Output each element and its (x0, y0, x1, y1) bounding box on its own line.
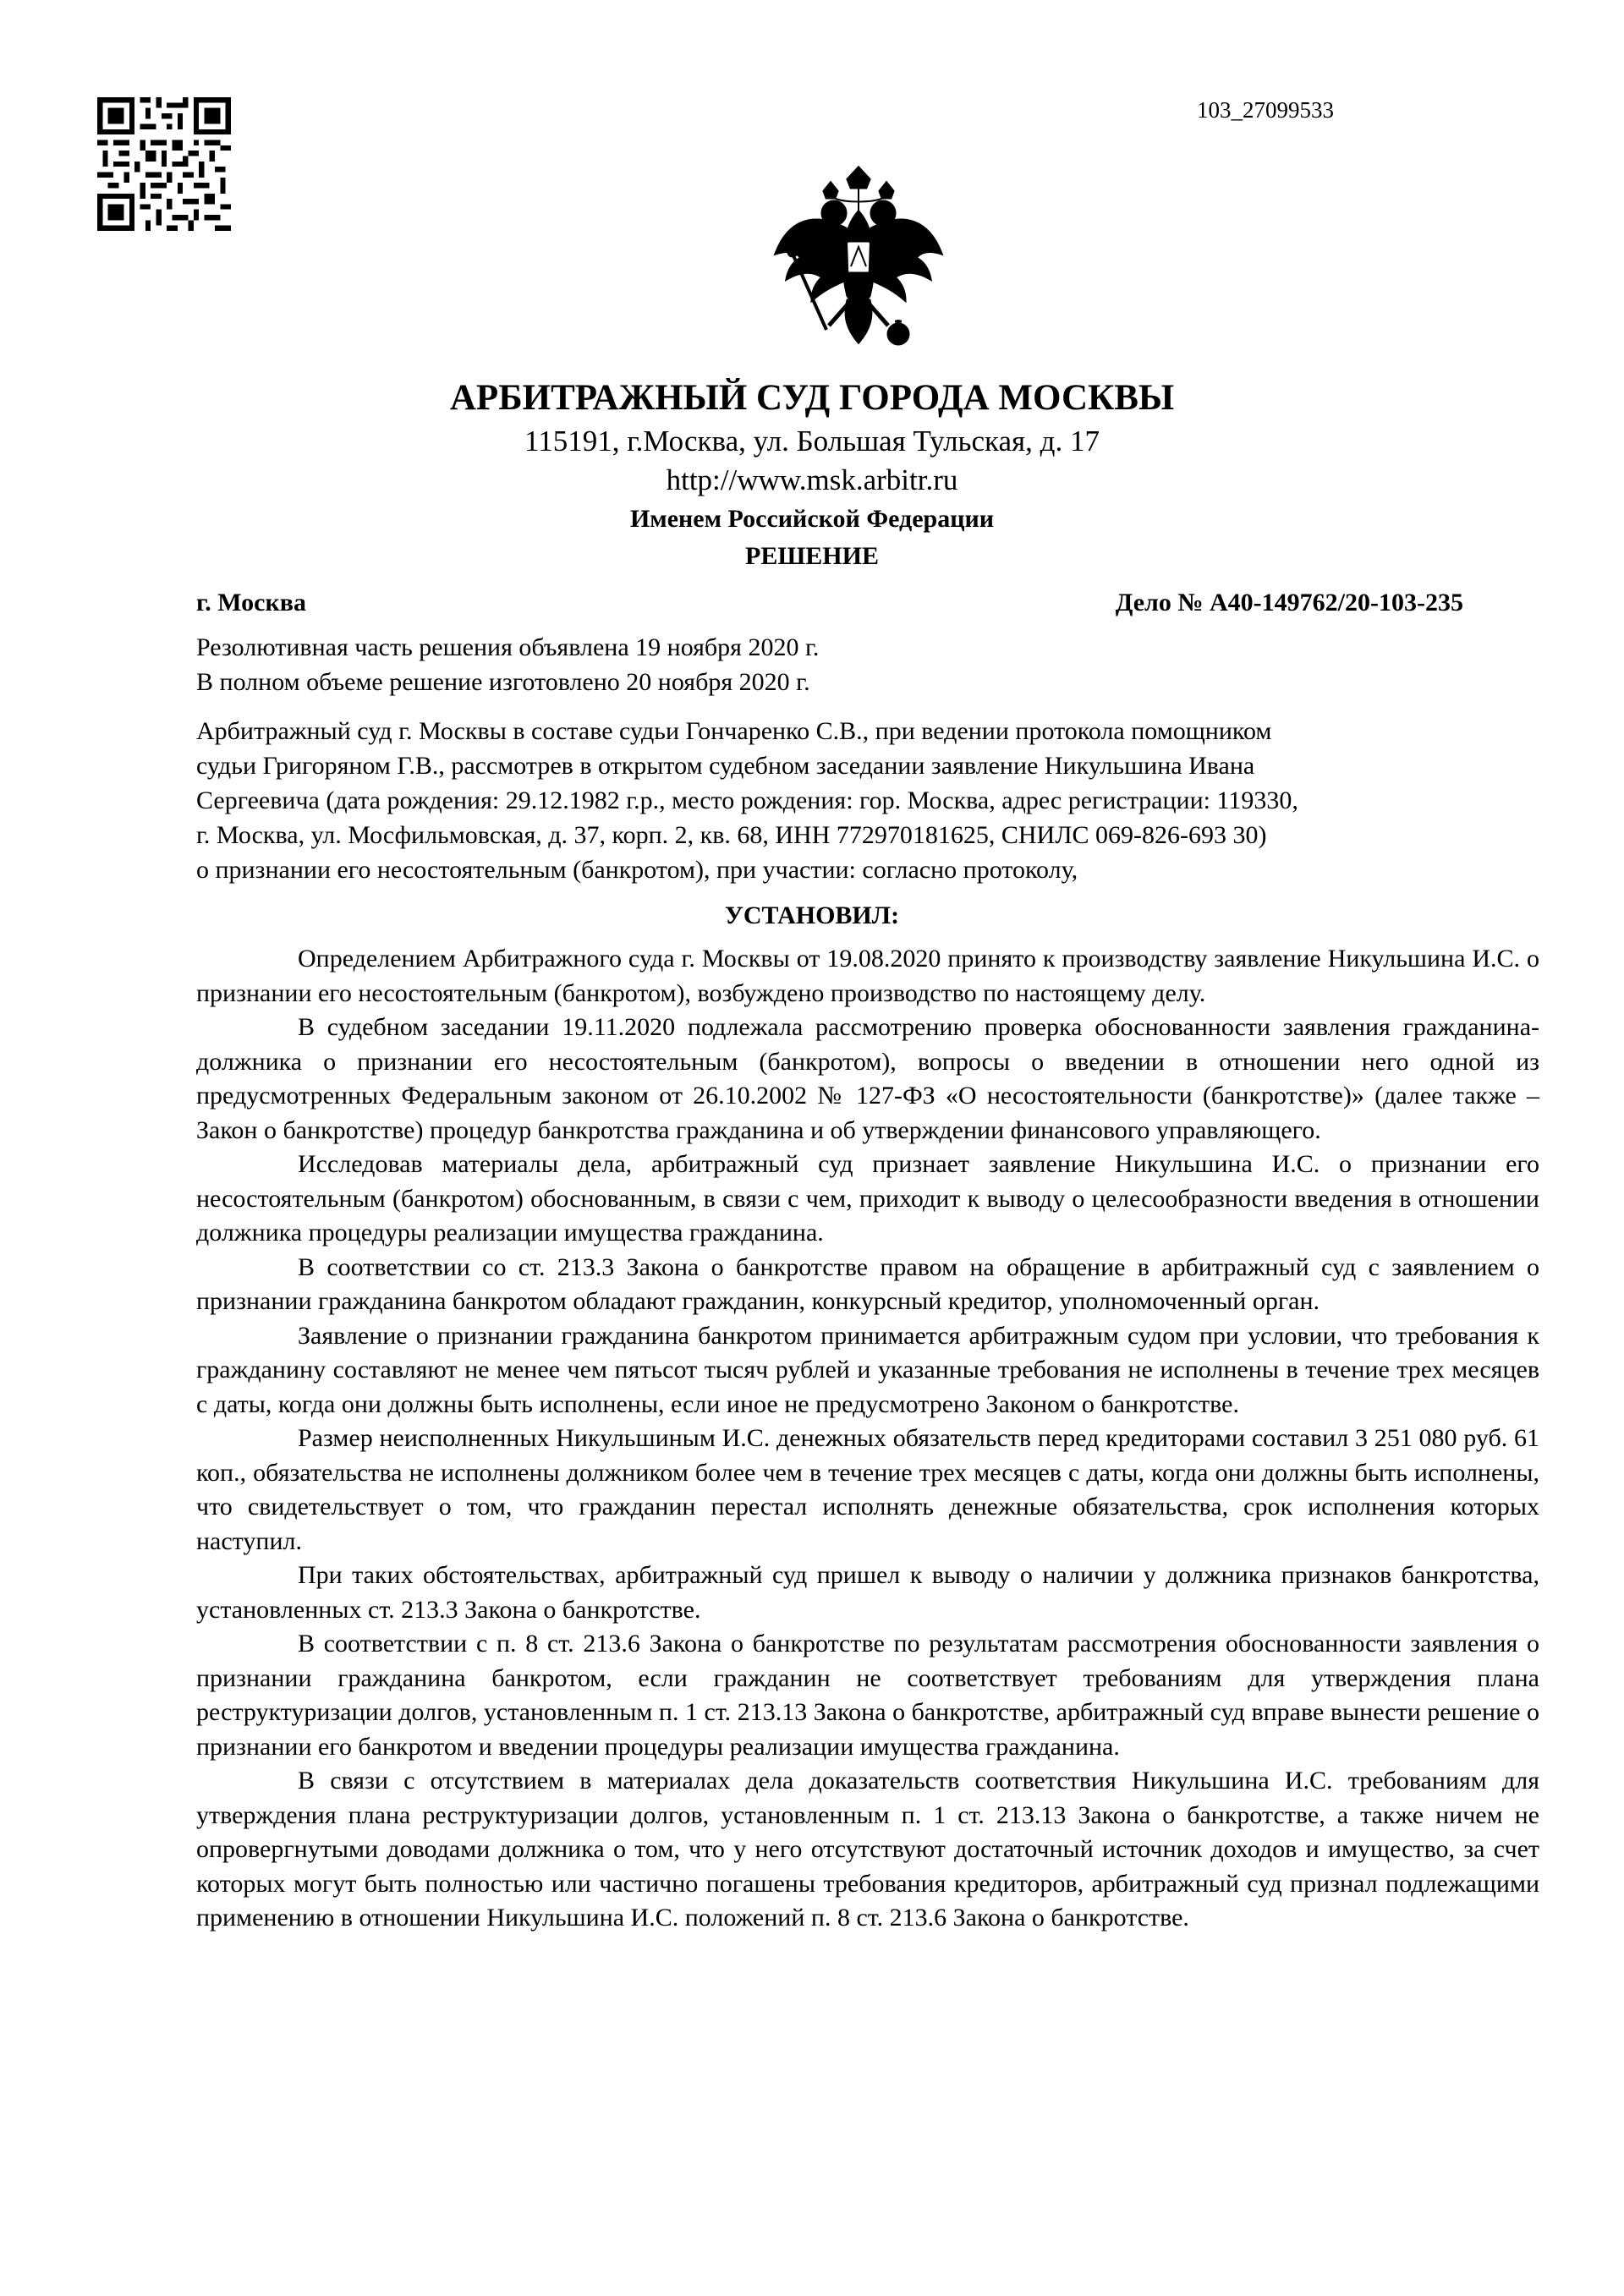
intro-block (196, 714, 1465, 887)
paragraph: В судебном заседании 19.11.2020 подлежала рассмотрению проверка обоснованности заявления гражданина-должника о признании его несостоятельным (банкротом), вопросы о введении в отношении него одной из предусмотренных Федеральным законом от 26.10.2002 № 127-ФЗ «О несостоятельности (банкротстве)» (далее также – Закон о банкротстве) процедур банкротства гражданина и об утверждении финансового управляющего. (196, 1013, 1539, 1144)
paragraph: Размер неисполненных Никульшиным И.С. денежных обязательств перед кредиторами составил 3 251 080 руб. 61 коп., обязательства не исполнены должником более чем в течение трех месяцев с даты, когда они должны быть исполнены, что свидетельствует о том, что гражданин перестал исполнять денежные обязательства, срок исполнения которых наступил. (196, 1424, 1539, 1555)
decision-body (196, 942, 1539, 1936)
court-name: АРБИТРАЖНЫЙ СУД ГОРОДА МОСКВЫ (449, 378, 1175, 418)
intro-line: г. Москва, ул. Мосфильмовская, д. 37, корп. 2, кв. 68, ИНН 772970181625, СНИЛС 069-826-693 30) (196, 821, 1267, 849)
court-website: http://www.msk.arbitr.ru (666, 463, 958, 496)
established-heading: УСТАНОВИЛ: (724, 901, 900, 929)
paragraph: В соответствии с п. 8 ст. 213.6 Закона о банкротстве по результатам рассмотрения обоснованности заявления о признании гражданина банкротом, если гражданин не соответствует требованиям для утверждения плана реструктуризации долгов, установленным п. 1 ст. 213.13 Закона о банкротстве, арбитражный суд вправе вынести решение о признании его банкротом и введении процедуры реализации имущества гражданина. (196, 1630, 1539, 1761)
decision-dates (196, 630, 819, 699)
paragraph: В соответствии со ст. 213.3 Закона о банкротстве правом на обращение в арбитражный суд с заявлением о признании гражданина банкротом обладают гражданин, конкурсный кредитор, уполномоченный орган. (196, 1252, 1539, 1315)
paragraph: В связи с отсутствием в материалах дела доказательств соответствия Никульшина И.С. требованиям для утверждения плана реструктуризации долгов, установленным п. 1 ст. 213.13 Закона о банкротстве, а также ничем не опровергнутыми доводами должника о том, что у него отсутствуют достаточный источник доходов и имущество, за счет которых могут быть полностью или частично погашены требования кредиторов, арбитражный суд признал подлежащими применению в отношении Никульшина И.С. положений п. 8 ст. 213.6 Закона о банкротстве. (196, 1767, 1539, 1932)
intro-line: о признании его несостоятельным (банкротом), при участии: согласно протоколу, (196, 856, 1078, 884)
paragraph: При таких обстоятельствах, арбитражный суд пришел к выводу о наличии у должника признаков банкротства, установленных ст. 213.3 Закона о банкротстве. (196, 1561, 1539, 1624)
intro-line: Сергеевича (дата рождения: 29.12.1982 г.р., место рождения: гор. Москва, адрес регистрации: 119330, (196, 786, 1298, 814)
intro-line: Арбитражный суд г. Москвы в составе судьи Гончаренко С.В., при ведении протокола помощником (196, 717, 1272, 745)
decision-title: РЕШЕНИЕ (745, 542, 879, 570)
qr-code-icon (97, 97, 231, 231)
court-address: 115191, г.Москва, ул. Большая Тульская, д. 17 (524, 425, 1100, 458)
full-decision-date: В полном объеме решение изготовлено 20 ноября 2020 г. (196, 668, 810, 696)
paragraph: Заявление о признании гражданина банкротом принимается арбитражным судом при условии, что требования к гражданину составляют не менее чем пятьсот тысяч рублей и указанные требования не исполнены в течение трех месяцев с даты, когда они должны быть исполнены, если иное не предусмотрено Законом о банкротстве. (196, 1321, 1539, 1418)
coat-of-arms-icon (763, 161, 954, 362)
resolution-date: Резолютивная часть решения объявлена 19 ноября 2020 г. (196, 633, 820, 661)
intro-line: судьи Григоряном Г.В., рассмотрев в открытом судебном заседании заявление Никульшина Ивана (196, 752, 1255, 780)
in-name-of: Именем Российской Федерации (629, 505, 995, 533)
paragraph: Исследовав материалы дела, арбитражный суд признает заявление Никульшина И.С. о признании его несостоятельным (банкротом) обоснованным, в связи с чем, приходит к выводу о целесообразности введения в отношении должника процедуры реализации имущества гражданина. (196, 1150, 1539, 1247)
paragraph: Определением Арбитражного суда г. Москвы от 19.08.2020 принято к производству заявление Никульшина И.С. о признании его несостоятельным (банкротом), возбуждено производство по настоящему делу. (196, 945, 1539, 1007)
decision-place: г. Москва (196, 589, 306, 616)
document-id: 103_27099533 (1197, 97, 1334, 123)
case-number: Дело № А40-149762/20-103-235 (1115, 589, 1463, 616)
